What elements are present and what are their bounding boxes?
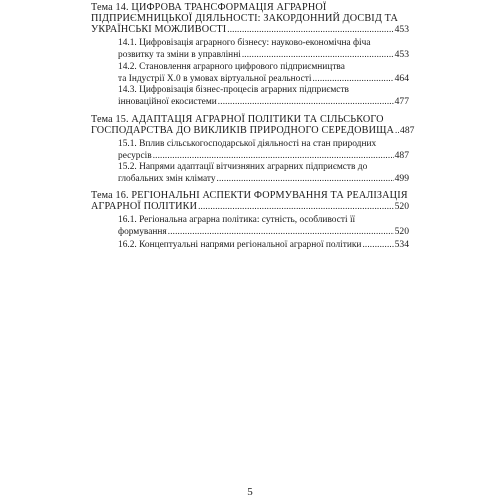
subsection-title-line: 16.2. Концептуальні напрями регіональної аграрної політики	[118, 240, 362, 250]
toc-page-number: 453	[394, 49, 409, 60]
toc-page-number: 477	[394, 96, 409, 107]
dot-leader	[242, 50, 394, 59]
dot-leader	[217, 174, 394, 183]
toc-page-number: 464	[394, 73, 409, 84]
toc-page-number: 520	[394, 201, 409, 212]
topic-title-line: Тема 14. ЦИФРОВА ТРАНСФОРМАЦІЯ АГРАРНОЇ	[91, 2, 327, 13]
subsection-title-line: розвитку та зміни в управлінні	[118, 50, 241, 60]
subsection-title-line: 15.2. Напрями адаптації вітчизняних аграрних підприємств до	[118, 162, 368, 172]
topic-title-line: АГРАРНОЇ ПОЛІТИКИ	[91, 201, 198, 212]
subsection-title-line: 14.1. Цифровізація аграрного бізнесу: науково-економічна фіча	[118, 38, 371, 48]
dot-leader	[227, 25, 393, 34]
subsection-title-line: 14.2. Становлення аграрного цифрового підприємництва	[118, 62, 345, 72]
topic-title-line: Тема 15. АДАПТАЦІЯ АГРАРНОЇ ПОЛІТИКИ ТА СІЛЬСЬКОГО	[91, 114, 384, 125]
toc-page-number: 487	[400, 125, 415, 136]
toc-page-number: 499	[394, 173, 409, 184]
topic-title-line: ПІДПРИЄМНИЦЬКОЇ ДІЯЛЬНОСТІ: ЗАКОРДОННИЙ ДОСВІД ТА	[91, 13, 399, 24]
page-number: 5	[247, 486, 253, 498]
toc-page-number: 534	[394, 239, 409, 250]
dot-leader	[218, 97, 394, 106]
dot-leader	[198, 202, 394, 211]
dot-leader	[312, 74, 393, 83]
subsection-title-line: 16.1. Регіональна аграрна політика: сутність, особливості її	[118, 215, 356, 225]
subsection-title-line: формування	[118, 227, 167, 237]
subsection-title-line: інноваційної екосистеми	[118, 97, 217, 107]
subsection-title-line: глобальних змін клімату	[118, 174, 216, 184]
toc-page-number: 520	[394, 226, 409, 237]
subsection-title-line: ресурсів	[118, 151, 152, 161]
subsection-title-line: 14.3. Цифровізація бізнес-процесів аграрних підприємств	[118, 85, 349, 95]
topic-title-line: ГОСПОДАРСТВА ДО ВИКЛИКІВ ПРИРОДНОГО СЕРЕДОВИЩА	[91, 125, 395, 136]
subsection-title-line: та Індустрії Х.0 в умовах віртуальної реальності	[118, 74, 312, 84]
topic-title-line: УКРАЇНСЬКІ МОЖЛИВОСТІ	[91, 24, 227, 35]
dot-leader	[362, 240, 393, 249]
toc-page-number: 487	[394, 150, 409, 161]
toc-page-number: 453	[394, 24, 409, 35]
dot-leader	[153, 151, 394, 160]
dot-leader	[168, 227, 394, 236]
subsection-title-line: 15.1. Вплив сільськогосподарської діяльності на стан природних	[118, 139, 377, 149]
dot-leader	[395, 126, 399, 135]
topic-title-line: Тема 16. РЕГІОНАЛЬНІ АСПЕКТИ ФОРМУВАННЯ ТА РЕАЛІЗАЦІЯ	[91, 190, 408, 201]
